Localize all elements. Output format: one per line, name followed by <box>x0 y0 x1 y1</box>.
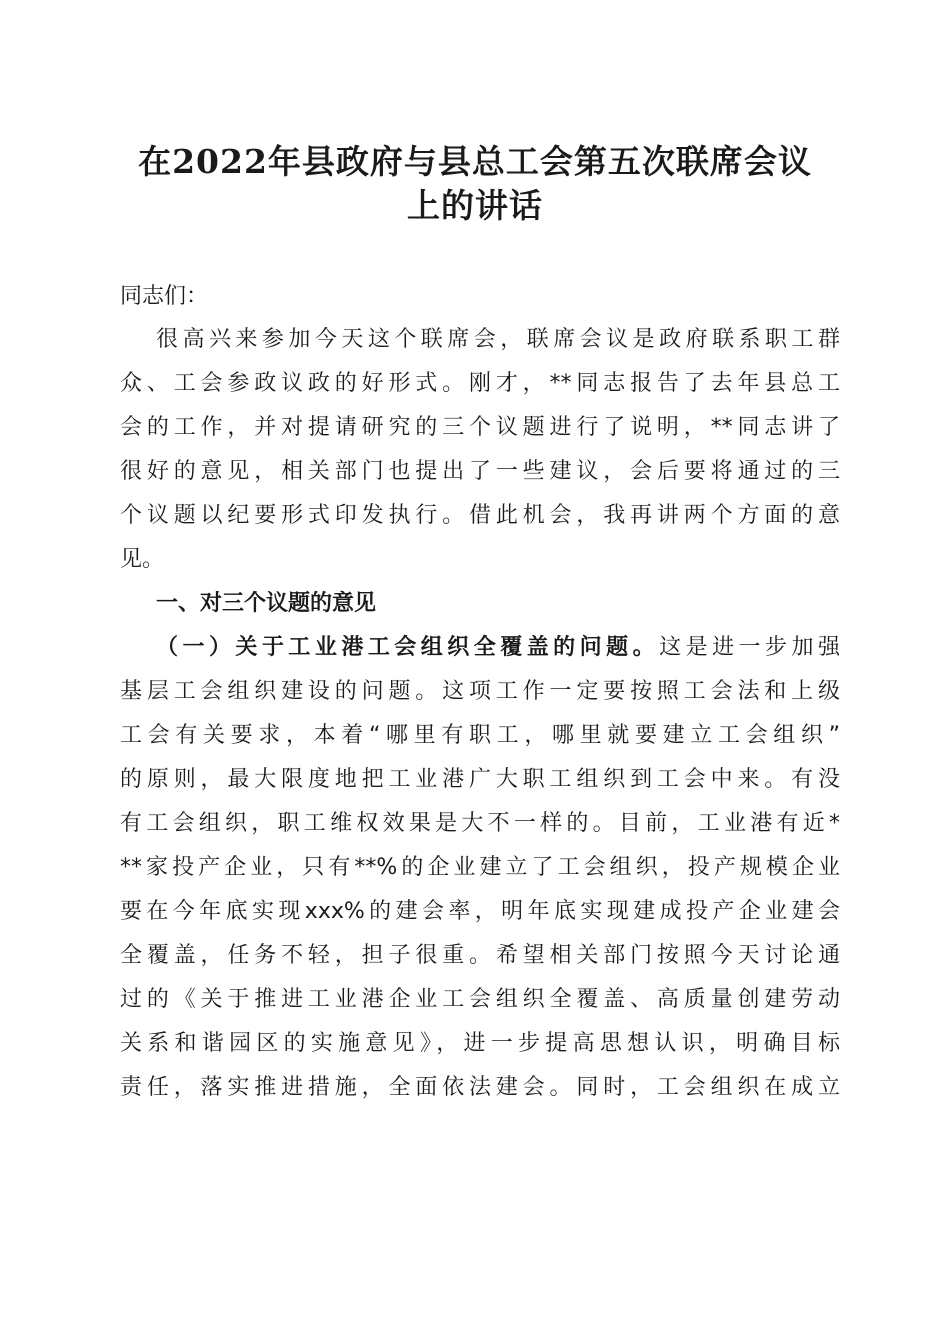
body-line: 过的《关于推进工业港企业工会组织全覆盖、高质量创建劳动 <box>120 987 840 1012</box>
body-line: 工会有关要求，本着“哪里有职工，哪里就要建立工会组织” <box>120 723 840 748</box>
intro-line: 很好的意见，相关部门也提出了一些建议，会后要将通过的三 <box>120 459 840 484</box>
document-title-line-1: 在2022年县政府与县总工会第五次联席会议 <box>138 142 812 181</box>
body-line: **家投产企业，只有**%的企业建立了工会组织，投产规模企业 <box>120 855 840 880</box>
body-line: 关系和谐园区的实施意见》，进一步提高思想认识，明确目标 <box>120 1031 840 1056</box>
document-title-line-2: 上的讲话 <box>407 186 543 225</box>
intro-line: 见。 <box>120 547 165 572</box>
body-line: 有工会组织，职工维权效果是大不一样的。目前，工业港有近* <box>120 811 840 836</box>
intro-line: 个议题以纪要形式印发执行。借此机会，我再讲两个方面的意 <box>120 503 840 528</box>
intro-line: 众、工会参政议政的好形式。刚才，**同志报告了去年县总工 <box>120 371 840 396</box>
subsection-heading: （一）关于工业港工会组织全覆盖的问题。 <box>156 635 660 660</box>
body-line: 全覆盖，任务不轻，担子很重。希望相关部门按照今天讨论通 <box>120 943 840 968</box>
intro-line: 很高兴来参加今天这个联席会，联席会议是政府联系职工群 <box>156 327 840 352</box>
salutation: 同志们： <box>120 284 209 309</box>
section-heading: 一、对三个议题的意见 <box>156 591 377 616</box>
subsection-first-line-rest: 这是进一步加强 <box>659 635 840 660</box>
intro-line: 会的工作，并对提请研究的三个议题进行了说明，**同志讲了 <box>120 415 840 440</box>
body-line: 要在今年底实现xxx%的建会率，明年底实现建成投产企业建会 <box>120 899 840 924</box>
body-line: 的原则，最大限度地把工业港广大职工组织到工会中来。有没 <box>120 767 840 792</box>
body-line: 责任，落实推进措施，全面依法建会。同时，工会组织在成立 <box>120 1075 840 1100</box>
body-line: 基层工会组织建设的问题。这项工作一定要按照工会法和上级 <box>120 679 840 704</box>
subsection-first-line <box>156 626 840 670</box>
